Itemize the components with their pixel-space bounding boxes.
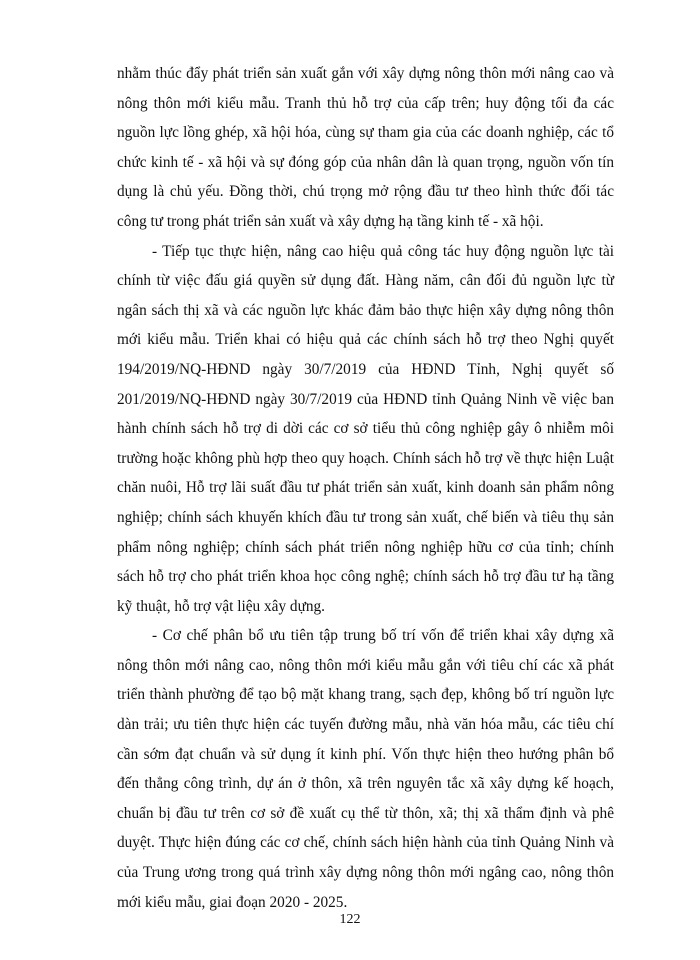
- page-number: 122: [339, 912, 361, 927]
- paragraph-continuation: nhằm thúc đẩy phát triển sản xuất gắn với xây dựng nông thôn mới nâng cao và nông thôn mới kiểu mẫu. Tranh thủ hỗ trợ của cấp trên; huy động tối đa các nguồn lực lồng ghép, xã hội hóa, cùng sự tham gia của các doanh nghiệp, các tổ chức kinh tế - xã hội và sự đóng góp của nhân dân là quan trọng, nguồn vốn tín dụng là chủ yếu. Đồng thời, chú trọng mở rộng đầu tư theo hình thức đối tác công tư trong phát triển sản xuất và xây dựng hạ tầng kinh tế - xã hội.: [117, 65, 614, 230]
- page-body: [117, 59, 614, 917]
- paragraph-allocation-mechanism: - Cơ chế phân bổ ưu tiên tập trung bố trí vốn để triển khai xây dựng xã nông thôn mới nâng cao, nông thôn mới kiểu mẫu gắn với tiêu chí các xã phát triển thành phường để tạo bộ mặt khang trang, sạch đẹp, không bố trí nguồn lực dàn trải; ưu tiên thực hiện các tuyến đường mẫu, nhà văn hóa mẫu, các tiêu chí cần sớm đạt chuẩn và sử dụng ít kinh phí. Vốn thực hiện theo hướng phân bổ đến thẳng công trình, dự án ở thôn, xã trên nguyên tắc xã xây dựng kế hoạch, chuẩn bị đầu tư trên cơ sở đề xuất cụ thể từ thôn, xã; thị xã thẩm định và phê duyệt. Thực hiện đúng các cơ chế, chính sách hiện hành của tỉnh Quảng Ninh và của Trung ương trong quá trình xây dựng nông thôn mới ngâng cao, nông thôn mới kiểu mẫu, giai đoạn 2020 - 2025.: [117, 627, 614, 911]
- paragraph-financial-resources: - Tiếp tục thực hiện, nâng cao hiệu quả công tác huy động nguồn lực tài chính từ việc đấu giá quyền sử dụng đất. Hàng năm, cân đối đủ nguồn lực từ ngân sách thị xã và các nguồn lực khác đảm bảo thực hiện xây dựng nông thôn mới kiểu mẫu. Triển khai có hiệu quả các chính sách hỗ trợ theo Nghị quyết 194/2019/NQ-HĐND ngày 30/7/2019 của HĐND Tỉnh, Nghị quyết số 201/2019/NQ-HĐND ngày 30/7/2019 của HĐND tỉnh Quảng Ninh về việc ban hành chính sách hỗ trợ di dời các cơ sở tiểu thủ công nghiệp gây ô nhiễm môi trường hoặc không phù hợp theo quy hoạch. Chính sách hỗ trợ về thực hiện Luật chăn nuôi, Hỗ trợ lãi suất đầu tư phát triển sản xuất, kinh doanh sản phẩm nông nghiệp; chính sách khuyến khích đầu tư trong sản xuất, chế biến và tiêu thụ sản phẩm nông nghiệp; chính sách phát triển nông nghiệp hữu cơ của tỉnh; chính sách hỗ trợ cho phát triển khoa học công nghệ; chính sách hỗ trợ đầu tư hạ tầng kỹ thuật, hỗ trợ vật liệu xây dựng.: [117, 242, 614, 615]
